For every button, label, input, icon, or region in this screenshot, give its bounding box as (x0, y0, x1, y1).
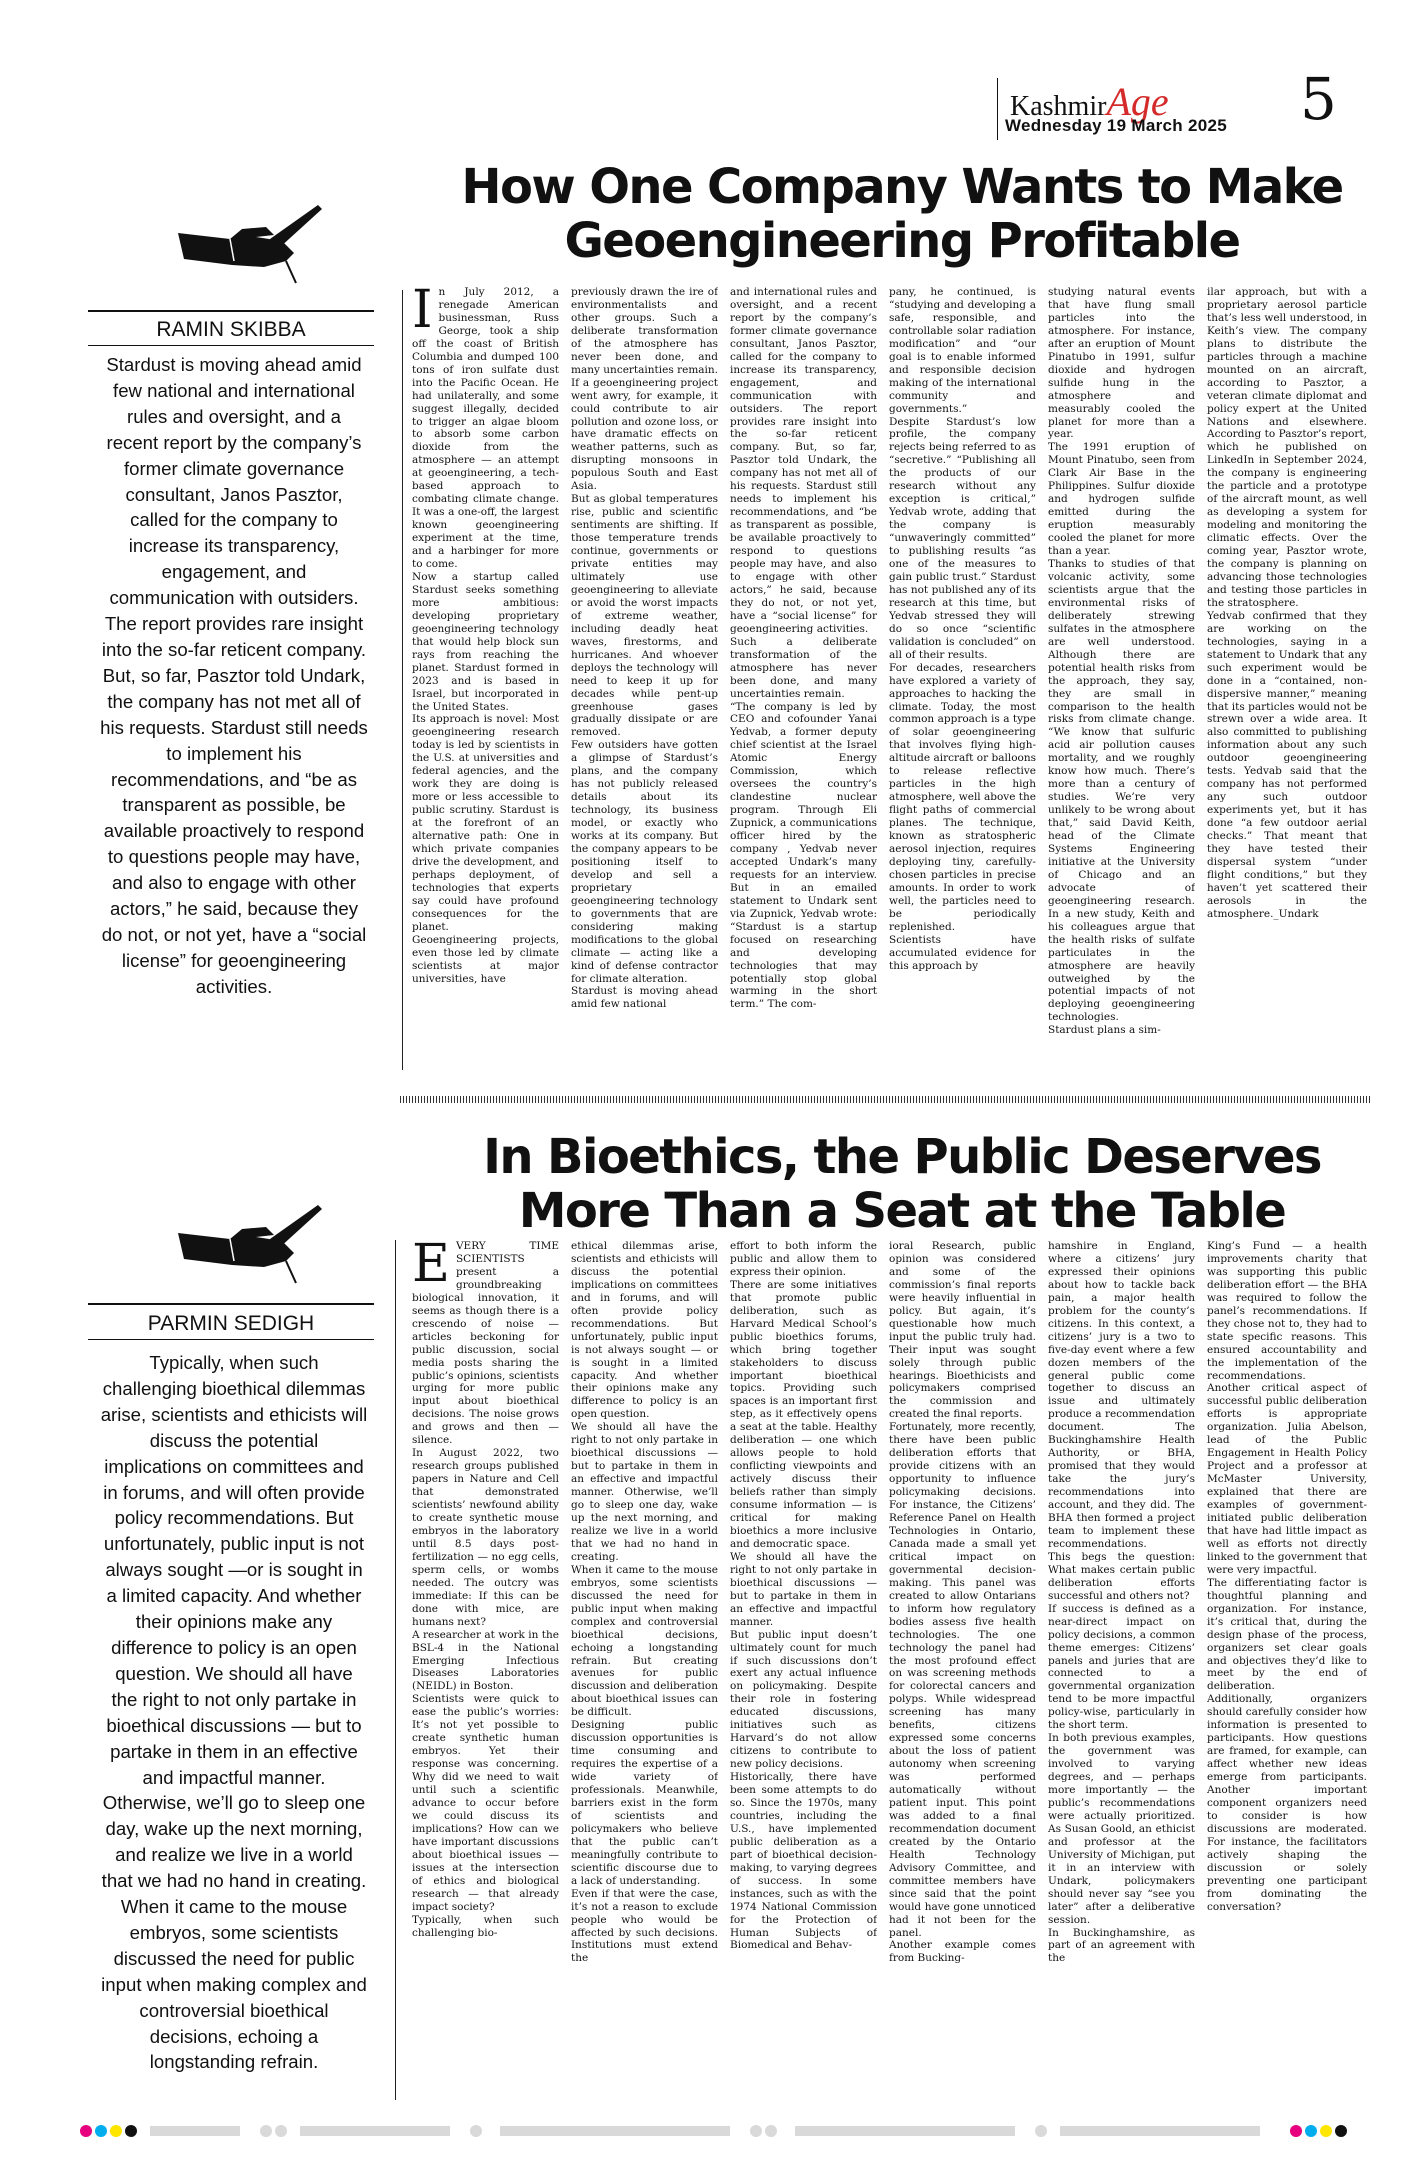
article1-dropcap: I (412, 286, 433, 340)
article1-column-2: previously drawn the ire of environmentalists and other groups. Such a deliberate transformation of the atmosphere has never been done, and many uncertainties remain. If a geoengineering project went awry, for example, it could contribute to air pollution and ozone loss, or have dramatic effects on weather patterns, such as disrupting monsoons in populous South and East Asia. But as global temperatures rise, public and scientific sentiments are shifting. If those temperature trends continue, governments or private entities may ultimately use geoengineering to alleviate or avoid the worst impacts of extreme weather, including deadly heat waves, firestorms, and hurricanes. And whoever deploys the technology will need to keep it up for decades while pent-up greenhouse gases gradually dissipate or are removed. Few outsiders have gotten a glimpse of Stardust’s plans, and the company has not publicly released details about its technology, its business model, or exactly who works at its company. But the company appears to be positioning itself to develop and sell a proprietary geoengineering technology to governments that are considering making modifications to the global climate — acting like a kind of defense contractor for climate alteration. Stardust is moving ahead amid few national (571, 286, 718, 1011)
issue-date: Wednesday 19 March 2025 (1005, 116, 1228, 135)
registration-dot (80, 2125, 92, 2137)
pen-hand-icon (170, 1195, 330, 1295)
author-rule-bottom (88, 1339, 374, 1340)
column-divider (395, 1240, 396, 2100)
registration-dot (1335, 2125, 1347, 2137)
registration-dot (765, 2125, 777, 2137)
article2-column-5: hamshire in England, where a citizens’ jury expressed their opinions about how to tackle back pain, a major health problem for the county’s citizens. In this context, a citizens’ jury is a two to five-day event where a few dozen members of the general public come together to discuss an issue and ultimately produce a recommendation document. The Buckinghamshire Health Authority, or BHA, promised that they would take the jury’s recommendations into account, and they did. The BHA then formed a project team to implement these recommendations. This begs the question: What makes certain public deliberation efforts successful and others not? If success is defined as a near-direct impact on policy decisions, a common theme emerges: Citizens’ panels and juries that are connected to a governmental organization tend to be more impactful policy-wise, particularly in the short term. In both previous examples, the government was involved to varying degrees, and — perhaps more importantly — the public’s recommendations were actually prioritized. As Susan Goold, an ethicist and professor at the University of Michigan, put it in an interview with Undark, policymakers should never say “see you later” after a deliberative session. In Buckinghamshire, as part of an agreement with the (1048, 1240, 1195, 1965)
registration-bar (1060, 2126, 1260, 2136)
masthead (1005, 78, 1285, 140)
author-rule-top (88, 310, 374, 312)
masthead-divider (997, 78, 998, 140)
article2-column-1: EVERY TIME SCIENTISTS present a groundbreaking biological innovation, it seems as though there is a crescendo of noise — articles beckoning for public discussion, social media posts sharing the public’s opinions, scientists urging for more public input about bioethical decisions. The noise grows and grows and then — silence. In August 2022, two research groups published papers in Nature and Cell that demonstrated scientists’ newfound ability to create synthetic mouse embryos in the laboratory until 8.5 days post-fertilization — no egg cells, sperm cells, or wombs needed. The outcry was immediate: If this can be done with mice, are humans next? A researcher at work in the BSL-4 in the National Emerging Infectious Diseases Laboratories (NEIDL) in Boston. Scientists were quick to ease the public’s worries: It’s not yet possible to create synthetic human embryos. Yet their response was concerning. Why did we need to wait until such a scientific advance to occur before we could discuss its implications? How can we have important discussions about bioethical issues — issues at the intersection of ethics and biological research — that already impact society? Typically, when such challenging bio- (412, 1240, 559, 1939)
registration-dot (95, 2125, 107, 2137)
registration-dot (470, 2125, 482, 2137)
column-divider (402, 290, 403, 1070)
article2-column-2: ethical dilemmas arise, scientists and ethicists will discuss the potential implications on committees and in forums, and will often provide policy recommendations. But unfortunately, public input is not always sought — or is sought in a limited capacity. And whether their opinions make any difference to policy is an open question. We should all have the right to not only partake in bioethical discussions — but to partake in them in an effective and impactful manner. Otherwise, we’ll go to sleep one day, wake up the next morning, and realize we live in a world that we had no hand in creating. When it came to the mouse embryos, some scientists discussed the need for public input when making complex and controversial bioethical decisions, echoing a longstanding refrain. But creating avenues for public discussion and deliberation about bioethical issues can be difficult. Designing public discussion opportunities is time consuming and requires the expertise of a wide variety of professionals. Meanwhile, barriers exist in the form of scientists and policymakers who believe that the public can’t meaningfully contribute to scientific discourse due to a lack of understanding. Even if that were the case, it’s not a reason to exclude people who would be affected by such decisions. Institutions must extend the (571, 1240, 718, 1965)
article2-headline: In Bioethics, the Public Deserves More Than a Seat at the Table (483, 1129, 1321, 1239)
article1-pull-quote: Stardust is moving ahead amid few national and international rules and oversight, and a recent report by the company’s former climate governance consultant, Janos Pasztor, called for the company to increase its transparency, engagement, and communication with outsiders. The report provides rare insight into the so-far reticent company. But, so far, Pasztor told Undark, the company has not met all of his requests. Stardust still needs to implement his recommendations, and “be as transparent as possible, be available proactively to respond to questions people may have, and also to engage with other actors,” he said, because they do not, or not yet, have a “social license” for geoengineering activities. (100, 354, 368, 997)
color-registration-strip (60, 2123, 1370, 2139)
article1-column-3: and international rules and oversight, and a recent report by the company’s former climate governance consultant, Janos Pasztor, called for the company to increase its transparency, engagement, and communication with outsiders. The report provides rare insight into the so-far reticent company. But, so far, Pasztor told Undark, the company has not met all of his requests. Stardust still needs to implement his recommendations, and “be as transparent as possible, be available proactively to respond to questions people may have, and also to engage with other actors,” he said, because they do not, or not yet, have a “social license” for geoengineering activities. Such a deliberate transformation of the atmosphere has never been done, and many uncertainties remain. “The company is led by CEO and cofounder Yanai Yedvab, a former deputy chief scientist at the Israel Atomic Energy Commission, which oversees the country’s clandestine nuclear program. Through Eli Zupnick, a communications officer hired by the company , Yedvab never accepted Undark’s many requests for an interview. But in an emailed statement to Undark sent via Zupnick, Yedvab wrote: “Stardust is a startup focused on researching and developing technologies that may potentially stop global warming in the short term.” The com- (730, 286, 877, 1011)
article2-column-6: King’s Fund — a health improvements charity that was supporting this public deliberation effort — the BHA was required to follow the panel’s recommendations. If they chose not to, they had to state specific reasons. This ensured accountability and the implementation of the recommendations. Another critical aspect of successful public deliberation efforts is appropriate organization. Julia Abelson, lead of the Public Engagement in Health Policy Project and a professor at McMaster University, explained that there are examples of government-initiated public deliberation that have had little impact as well as efforts not directly linked to the government that were very impactful. The differentiating factor is thoughtful planning and organization. For instance, it’s critical that, during the design phase of the process, organizers set clear goals and objectives they’d like to meet by the end of deliberation. Additionally, organizers should carefully consider how information is presented to participants. How questions are framed, for example, can affect whether new ideas emerge from participants. Another important component organizers need to consider is how discussions are moderated. For instance, the facilitators actively shaping the discussion or solely preventing one participant from dominating the conversation? (1207, 1240, 1367, 1913)
registration-dot (275, 2125, 287, 2137)
registration-bar (300, 2126, 450, 2136)
registration-dot (1320, 2125, 1332, 2137)
article1-column-6: ilar approach, but with a proprietary aerosol particle that’s less well understood, in Keith’s view. The company plans to distribute the particles through a machine mounted on an aircraft, according to Pasztor, a veteran climate diplomat and policy expert at the United Nations and elsewhere. According to Pasztor’s report, which he published on LinkedIn in September 2024, the company is engineering the particle and a prototype of the aircraft mount, as well as developing a system for modeling and monitoring the climatic effects. Over the coming year, Pasztor wrote, the company is planning on advancing those technologies and testing those particles in the stratosphere. Yedvab confirmed that they are working on the technologies, saying in a statement to Undark that any such experiment would be done in a “contained, non-dispersive manner,” meaning that its particles would not be strewn over a wide area. It also committed to publishing information about any such outdoor geoengineering tests. Yedvab said that the company has not performed any such outdoor experiments yet, but it has done “a few outdoor aerial checks.” That meant that they have tested their dispersal system “under flight conditions,” but they haven’t yet scattered their aerosols in the atmosphere._Undark (1207, 286, 1367, 920)
registration-dot (750, 2125, 762, 2137)
article1-author: RAMIN SKIBBA (156, 318, 306, 341)
article1-headline: How One Company Wants to Make Geoengineering Profitable (461, 159, 1343, 269)
author-rule-top (88, 1303, 374, 1305)
registration-dot (1035, 2125, 1047, 2137)
registration-dot (260, 2125, 272, 2137)
registration-dot (1290, 2125, 1302, 2137)
registration-bar (795, 2126, 1015, 2136)
article1-column-5: studying natural events that have flung small particles into the atmosphere. For instance, after an eruption of Mount Pinatubo in 1991, sulfur dioxide and hydrogen sulfide hung in the atmosphere and measurably cooled the planet for more than a year. The 1991 eruption of Mount Pinatubo, seen from Clark Air Base in the Philippines. Sulfur dioxide and hydrogen sulfide emitted during the eruption measurably cooled the planet for more than a year. Thanks to studies of that volcanic activity, some scientists argue that the environmental risks of deliberately strewing sulfates in the atmosphere are well understood. Although there are potential health risks from the approach, they say, they are small in comparison to the health risks from climate change. “We know that sulfuric acid air pollution causes mortality, and we roughly know how much. There’s more than a century of studies. We’re very unlikely to be wrong about that,” said David Keith, head of the Climate Systems Engineering initiative at the University of Chicago and an advocate of geoengineering research. In a new study, Keith and his colleagues argue that the health risks of sulfate particulates in the atmosphere are heavily outweighed by the potential impacts of not deploying geoengineering technologies. Stardust plans a sim- (1048, 286, 1195, 1037)
author-rule-bottom (88, 345, 374, 346)
article2-author: PARMIN SEDIGH (147, 1312, 315, 1335)
page-number: 5 (1300, 65, 1337, 133)
article2-dropcap: E (412, 1240, 450, 1294)
registration-dot (1305, 2125, 1317, 2137)
article1-column-1: In July 2012, a renegade American businessman, Russ George, took a ship off the coast of British Columbia and dumped 100 tons of iron sulfate dust into the Pacific Ocean. He had unilaterally, and some suggest illegally, decided to trigger an algae bloom to absorb some carbon dioxide from the atmosphere — an attempt at geoengineering, a tech-based approach to combating climate change. It was a one-off, the largest known geoengineering experiment at the time, and a harbinger for more to come. Now a startup called Stardust seeks something more ambitious: developing proprietary geoengineering technology that would help block sun rays from reaching the planet. Stardust formed in 2023 and is based in Israel, but incorporated in the United States. Its approach is novel: Most geoengineering research today is led by scientists in the U.S. at universities and federal agencies, and the work they are doing is more or less accessible to public scrutiny. Stardust is at the forefront of an alternative path: One in which private companies drive the development, and perhaps deployment, of technologies that experts say could have profound consequences for the planet. Geoengineering projects, even those led by climate scientists at major universities, have (412, 286, 559, 985)
article2-column-3: effort to both inform the public and allow them to express their opinion. There are some initiatives that promote public deliberation, such as Harvard Medical School’s public bioethics forums, which bring together stakeholders to discuss important bioethical topics. Providing such spaces is an important first step, as it effectively opens a seat at the table. Healthy deliberation — one which allows people to hold conflicting viewpoints and actively discuss their beliefs rather than simply consume information — is critical for making bioethics a more inclusive and democratic space. We should all have the right to not only partake in bioethical discussions — but to partake in them in an effective and impactful manner. But public input doesn’t ultimately count for much if such discussions don’t exert any actual influence on policymaking. Despite their role in fostering educated discussions, initiatives such as Harvard’s do not allow citizens to contribute to new policy decisions. Historically, there have been some attempts to do so. Since the 1970s, many countries, including the U.S., have implemented public deliberation as a part of bioethical decision-making, to varying degrees of success. In some instances, such as with the 1974 National Commission for the Protection of Human Subjects of Biomedical and Behav- (730, 1240, 877, 1952)
registration-bar (150, 2126, 240, 2136)
article1-column-4: pany, he continued, is “studying and developing a safe, responsible, and controllable solar radiation modification” and “our goal is to enable informed and responsible decision making of the international community and governments.” Despite Stardust’s low profile, the company rejects being referred to as “secretive.” “Publishing all the products of our research without any exception is critical,” Yedvab wrote, adding that the company is “unwaveringly committed” to publishing results “as one of the measures to gain public trust.” Stardust has not published any of its research at this time, but Yedvab stressed they will do so once “scientific validation is concluded” on all of their results. For decades, researchers have explored a variety of approaches to hacking the climate. Today, the most common approach is a type of solar geoengineering that involves flying high-altitude aircraft or balloons to release reflective particles in the high atmosphere, well above the flight paths of commercial planes. The technique, known as stratospheric aerosol injection, requires deploying tiny, carefully-chosen particles in precise amounts. In order to work well, the particles need to be periodically replenished. Scientists have accumulated evidence for this approach by (889, 286, 1036, 972)
brand-logo: KashmirAge (1010, 79, 1169, 124)
registration-dot (110, 2125, 122, 2137)
registration-dot (125, 2125, 137, 2137)
registration-bar (500, 2126, 730, 2136)
article-separator (400, 1096, 1370, 1103)
article2-column-4: ioral Research, public opinion was considered and some of the commission’s final reports were heavily influential in policy. But again, it’s questionable how much input the public truly had. Their input was sought solely through public hearings. Bioethicists and policymakers comprised the commission and created the final reports. Fortunately, more recently, there have been public deliberation efforts that provide citizens with an opportunity to influence policymaking decisions. For instance, the Citizens’ Reference Panel on Health Technologies in Ontario, Canada made a small yet critical impact on governmental decision-making. This panel was created to allow Ontarians to inform how regulatory bodies assess five health technologies. The one technology the panel had the most profound effect on was screening methods for colorectal cancers and polyps. While widespread screening has many benefits, citizens expressed some concerns about the loss of patient autonomy when screening was performed automatically without patient input. This point was added to a final recommendation document created by the Ontario Health Technology Advisory Committee, and committee members have since said that the point would have gone unnoticed had it not been for the panel. Another example comes from Bucking- (889, 1240, 1036, 1965)
article2-pull-quote: Typically, when such challenging bioethical dilemmas arise, scientists and ethicists will discuss the potential implications on committees and in forums, and will often provide policy recommendations. But unfortunately, public input is not always sought —or is sought in a limited capacity. And whether their opinions make any difference to policy is an open question. We should all have the right to not only partake in bioethical discussions — but to partake in them in an effective and impactful manner. Otherwise, we’ll go to sleep one day, wake up the next morning, and realize we live in a world that we had no hand in creating. When it came to the mouse embryos, some scientists discussed the need for public input when making complex and controversial bioethical decisions, echoing a longstanding refrain. (100, 1352, 368, 2073)
pen-hand-icon (170, 195, 330, 295)
